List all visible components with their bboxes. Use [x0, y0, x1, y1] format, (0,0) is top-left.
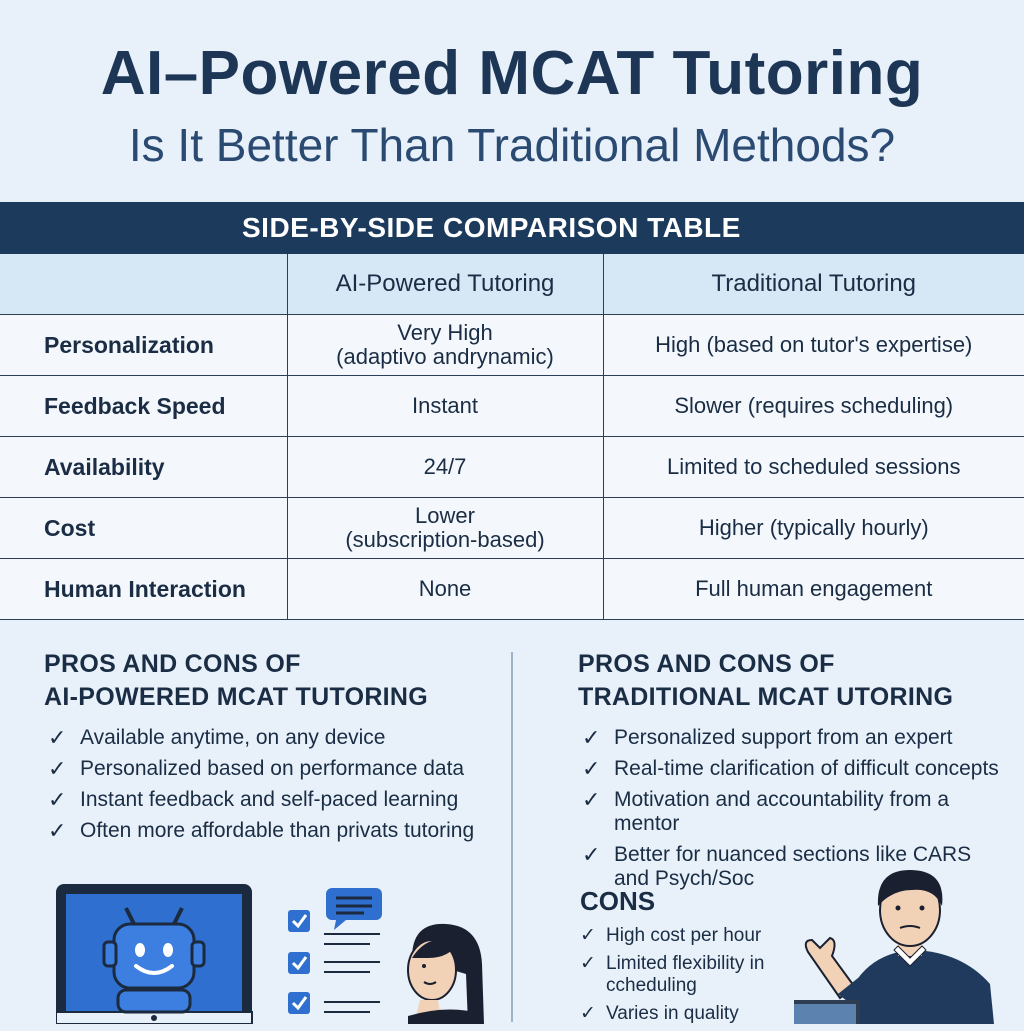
list-item: ✓ Motivation and accountability from a mentor	[582, 787, 950, 835]
table-row	[0, 437, 1024, 498]
ai-cell: 24/7	[287, 437, 603, 498]
check-icon: ✓	[582, 756, 601, 781]
list-item: ✓ Often more affordable than privats tutoring	[48, 818, 475, 843]
check-icon: ✓	[48, 756, 67, 781]
check-icon: ✓	[48, 725, 67, 750]
table-row	[0, 376, 1024, 437]
table-header-traditional: Traditional Tutoring	[603, 254, 1024, 315]
laptop-icon	[794, 1000, 860, 1024]
traditional-cell: High (based on tutor's expertise)	[603, 315, 1024, 376]
check-icon: ✓	[48, 787, 67, 812]
ai-cell: Very High (adaptivo andrynamic)	[287, 315, 603, 376]
row-label: Personalization	[0, 315, 287, 376]
page-subtitle: Is It Better Than Traditional Methods?	[128, 119, 896, 171]
traditional-cell: Slower (requires scheduling)	[603, 376, 1024, 437]
title-block	[0, 0, 1024, 200]
traditional-cell: Full human engagement	[603, 559, 1024, 620]
tutor-icon	[794, 866, 1014, 1024]
traditional-cell: Limited to scheduled sessions	[603, 437, 1024, 498]
row-label: Cost	[0, 498, 287, 559]
comparison-table	[0, 254, 1024, 620]
student-icon	[398, 918, 502, 1024]
list-item: ✓ Personalized based on performance data	[48, 756, 465, 781]
check-icon: ✓	[580, 925, 596, 946]
ai-cell: None	[287, 559, 603, 620]
list-item: ✓ Available anytime, on any device	[48, 725, 386, 750]
check-icon: ✓	[48, 818, 67, 843]
banner-label: SIDE-BY-SIDE COMPARISON TABLE	[242, 212, 741, 243]
traditional-cell: Higher (typically hourly)	[603, 498, 1024, 559]
comparison-banner	[0, 202, 1024, 254]
ai-cell: Instant	[287, 376, 603, 437]
check-icon: ✓	[582, 725, 601, 750]
table-row	[0, 315, 1024, 376]
traditional-cons-section	[580, 886, 796, 1031]
check-icon: ✓	[580, 953, 596, 974]
table-row	[0, 498, 1024, 559]
table-header-empty	[0, 254, 287, 315]
checkbox-icon	[284, 906, 384, 1024]
ai-pros-list	[44, 726, 504, 843]
row-label: Feedback Speed	[0, 376, 287, 437]
list-item: ✓ Varies in quality	[580, 1003, 739, 1024]
check-icon: ✓	[580, 1003, 596, 1024]
ai-pros-heading: PROS AND CONS OF AI-POWERED MCAT TUTORING	[44, 650, 429, 711]
cons-list	[580, 925, 796, 1025]
list-item: ✓ Better for nuanced sections like CARS and Psych/Soc	[582, 842, 972, 890]
traditional-pros-section	[578, 648, 1008, 898]
list-item: ✓ Personalized support from an expert	[582, 725, 953, 750]
ai-pros-section	[44, 648, 504, 850]
cons-heading: CONS	[580, 886, 656, 916]
check-icon: ✓	[582, 842, 601, 867]
list-item: ✓ Limited flexibility in ccheduling	[580, 953, 765, 996]
table-row	[0, 559, 1024, 620]
list-item: ✓ Instant feedback and self-paced learning	[48, 787, 459, 812]
table-header-ai: AI-Powered Tutoring	[287, 254, 603, 315]
page-title: AI–Powered MCAT Tutoring	[100, 39, 924, 108]
row-label: Availability	[0, 437, 287, 498]
monitor-icon	[56, 884, 254, 1024]
check-icon: ✓	[582, 787, 601, 812]
ai-cell: Lower (subscription-based)	[287, 498, 603, 559]
section-divider	[511, 652, 513, 1022]
table-header-row	[0, 254, 1024, 315]
traditional-pros-heading: PROS AND CONS OF TRADITIONAL MCAT UTORING	[578, 650, 954, 711]
list-item: ✓ Real-time clarification of difficult concepts	[582, 756, 999, 781]
row-label: Human Interaction	[0, 559, 287, 620]
list-item: ✓ High cost per hour	[580, 925, 762, 946]
